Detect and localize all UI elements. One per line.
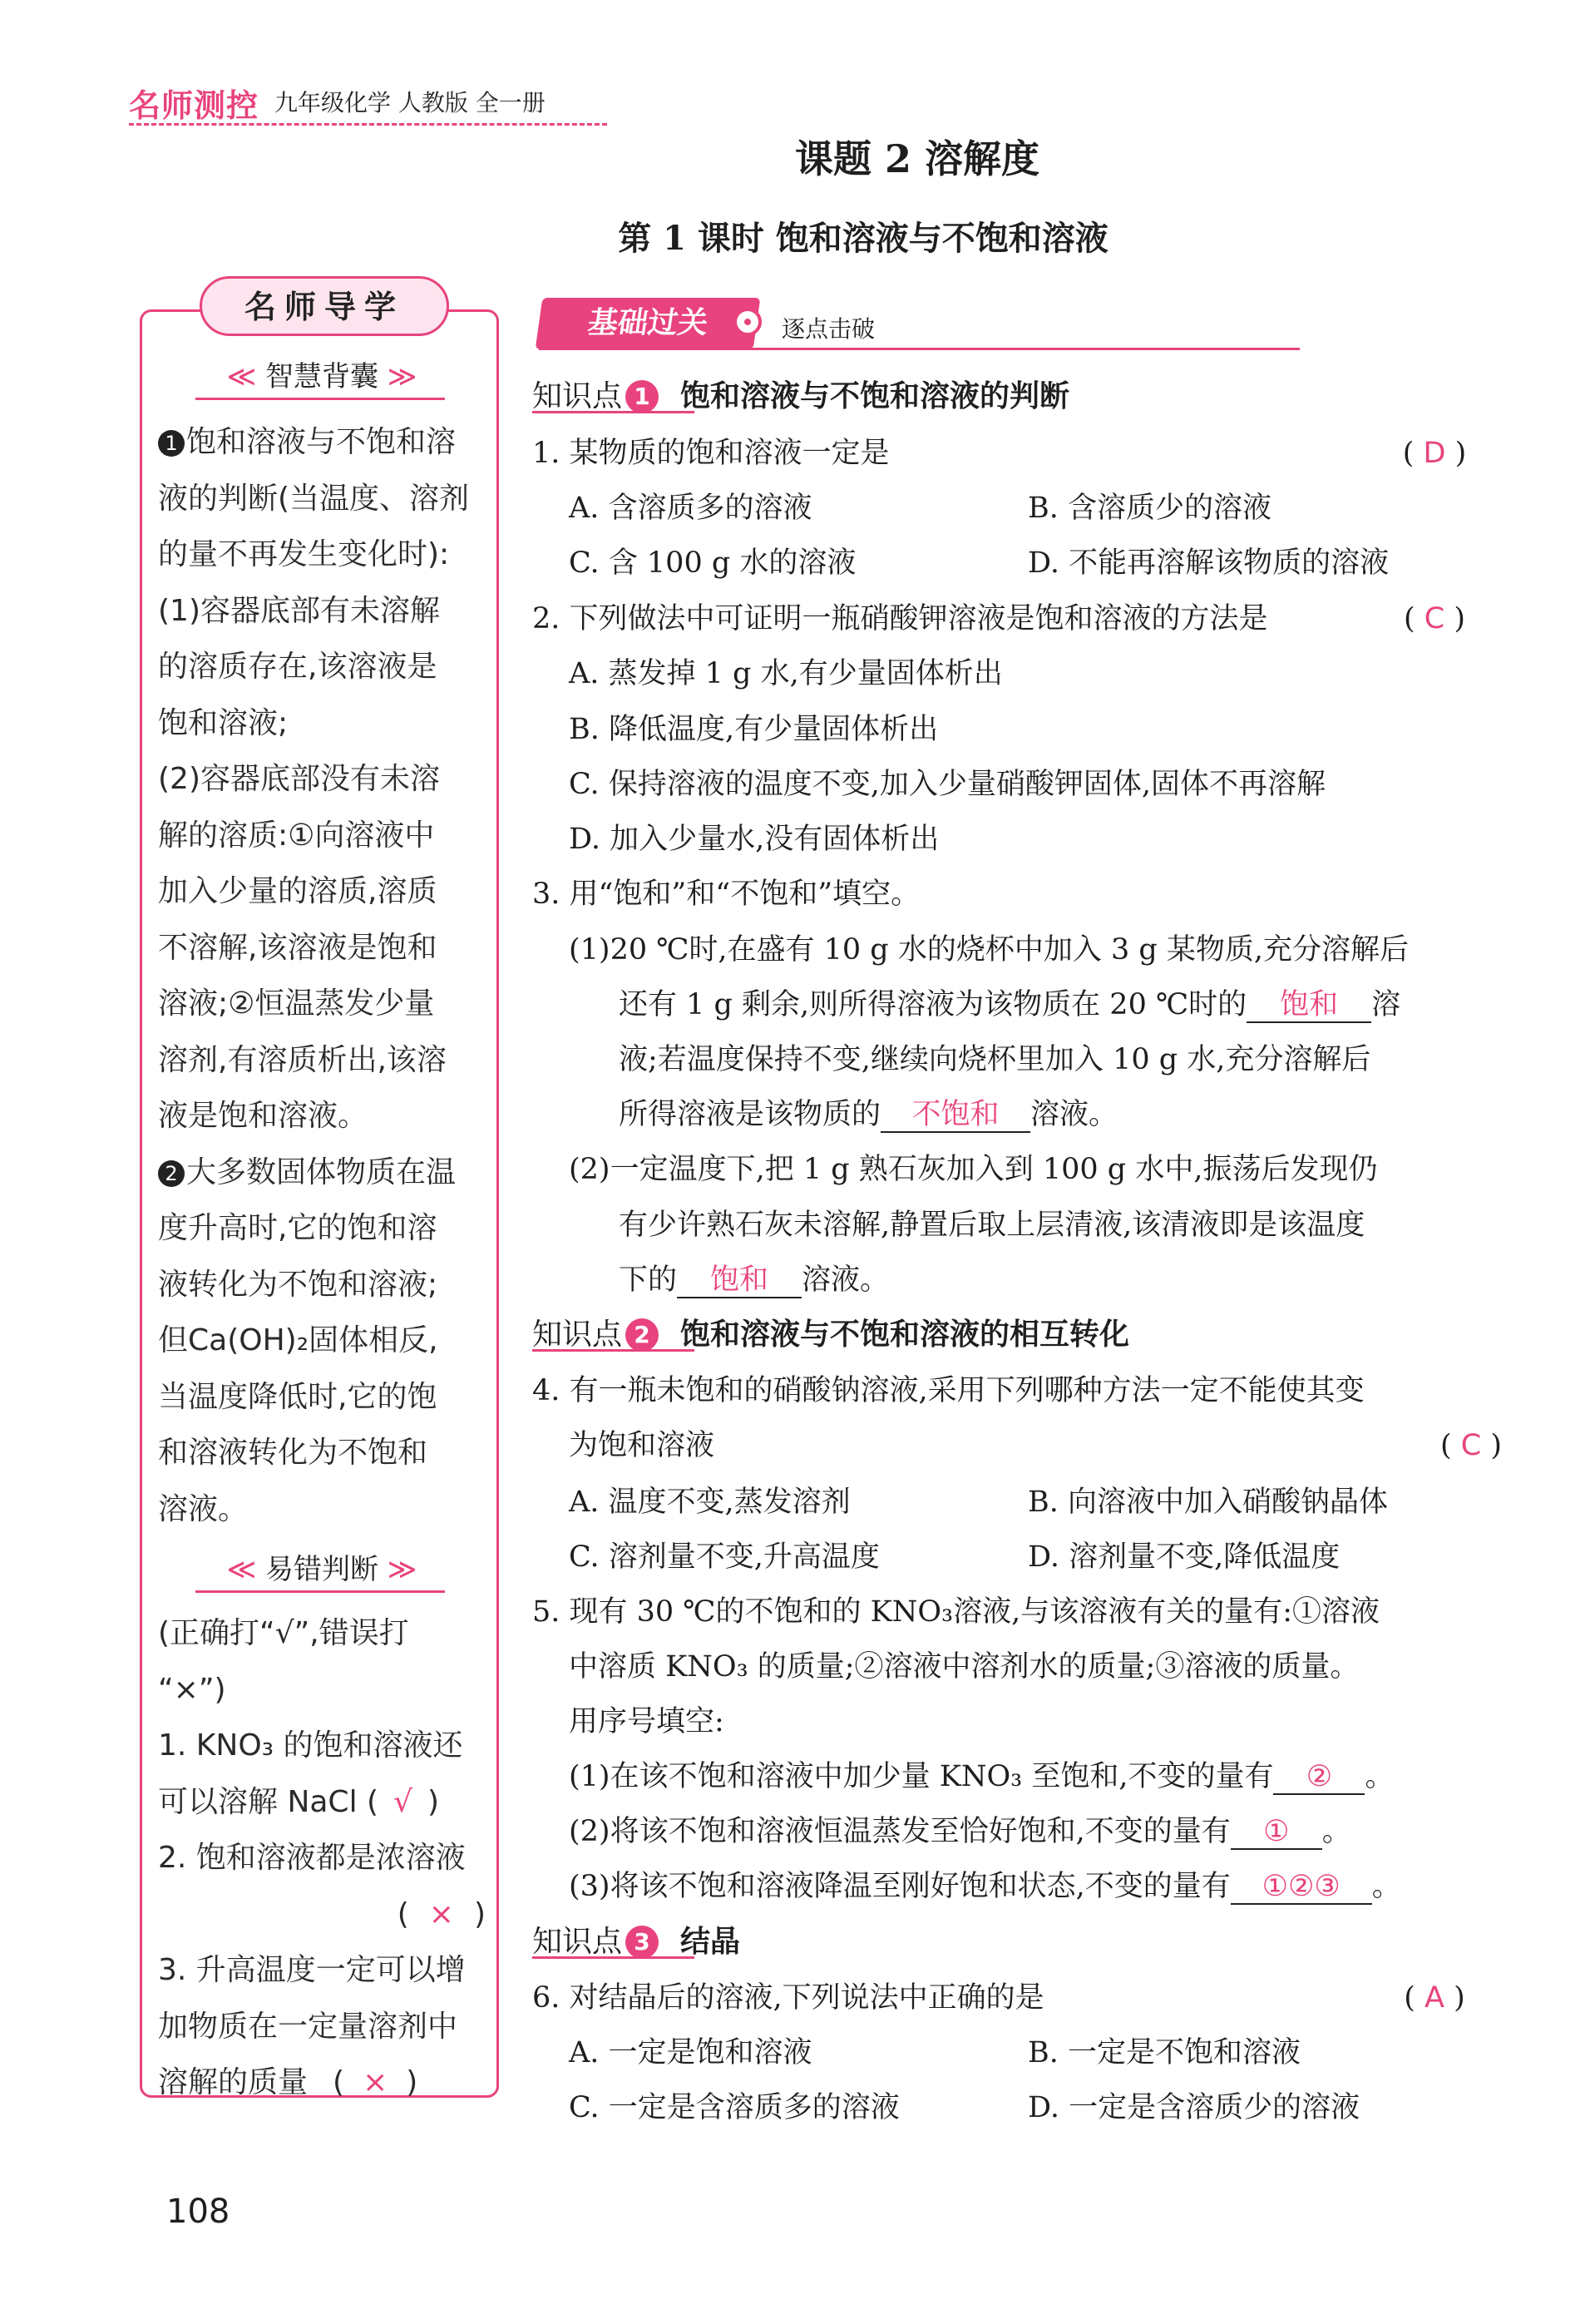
sidebar-tag: 名师导学 (200, 276, 449, 336)
sidebar-subtitle-1: ≪ 智慧背囊 ≫ (226, 360, 417, 393)
q5-stem-2: 中溶质 KNO₃ 的质量;②溶液中溶剂水的质量;③溶液的质量。 (569, 1650, 1360, 1684)
q5-part2: (2)将该不饱和溶液恒温蒸发至恰好饱和,不变的量有 ① 。 (569, 1815, 1351, 1848)
subtitle-underline-1 (195, 398, 445, 400)
section-label: 基础过关 (536, 298, 761, 349)
kp-underline-2 (532, 1349, 694, 1352)
q2-option-b: B. 降低温度,有少量固体析出 (569, 713, 939, 746)
q4-options-cd: C. 溶剂量不变,升高温度 D. 溶剂量不变,降低温度 (569, 1540, 1341, 1574)
book-info: 九年级化学 人教版 全一册 (274, 89, 546, 116)
target-icon (733, 308, 762, 336)
q3-stem: 3. 用“饱和”和“不饱和”填空。 (532, 878, 921, 911)
sidebar-judge: (正确打“√”,错误打 “×”) 1. KNO₃ 的饱和溶液还 可以溶解 NaCl ( √ ) 2. 饱和溶液都是浓溶液 ( × ) 3. 升高温度一定可以增 加物质在一定量溶剂中 溶解的质量 ( × ) (158, 1616, 486, 2099)
q1-stem: 1. 某物质的饱和溶液一定是 ( D ) (532, 437, 1467, 470)
q2-option-a: A. 蒸发掉 1 g 水,有少量固体析出 (569, 657, 1003, 690)
subtitle-underline-2 (195, 1590, 445, 1593)
number-1-icon: 1 (158, 430, 185, 457)
section-sub: 逐点击破 (782, 315, 876, 343)
q6-options-cd: C. 一定是含溶质多的溶液 D. 一定是含溶质少的溶液 (569, 2091, 1360, 2124)
kp-underline-3 (532, 1956, 694, 1959)
q3-part1-line1: (1)20 ℃时,在盛有 10 g 水的烧杯中加入 3 g 某物质,充分溶解后 (569, 933, 1410, 967)
sidebar-subtitle-2: ≪ 易错判断 ≫ (226, 1553, 417, 1586)
q5-part1: (1)在该不饱和溶液中加少量 KNO₃ 至饱和,不变的量有 ② 。 (569, 1760, 1395, 1793)
knowledge-point-2: 知识点 2 饱和溶液与不饱和溶液的相互转化 (532, 1318, 1130, 1352)
q3-part1-line3: 液;若温度保持不变,继续向烧杯里加入 10 g 水,充分溶解后 (619, 1043, 1371, 1076)
q4-stem-2: 为饱和溶液 ( C ) (569, 1429, 1502, 1462)
q5-part3: (3)将该不饱和溶液降温至刚好饱和状态,不变的量有 ①②③ 。 (569, 1870, 1401, 1903)
q4-options-ab: A. 温度不变,蒸发溶剂 B. 向溶液中加入硝酸钠晶体 (569, 1486, 1388, 1519)
sidebar-tip-1: 1 饱和溶液与不饱和溶 液的判断(当温度、溶剂 的量不再发生变化时): (1)容器底部有未溶解 的溶质存在,该溶液是 饱和溶液; (2)容器底部没有未溶 解的溶质:①向溶液中 加入少量的溶质,溶质 不溶解,该溶液是饱和 溶液;②恒温蒸发少量 溶剂,有溶质析出,该溶 液是饱和溶液。 2 大多数固体物质在温 度升高时,它的饱和溶 液转化为不饱和溶液; 但Ca(OH)₂固体相反, 当温度降低时,它的饱 和溶液转化为不饱和 溶液。 (158, 425, 470, 1526)
q1-options-cd: C. 含 100 g 水的溶液 D. 不能再溶解该物质的溶液 (569, 546, 1390, 580)
q2-option-d: D. 加入少量水,没有固体析出 (569, 823, 940, 856)
header-divider (129, 123, 607, 126)
q3-part1-line4: 所得溶液是该物质的 不饱和 溶液。 (619, 1098, 1118, 1131)
kp-underline-1 (532, 411, 694, 413)
q6-options-ab: A. 一定是饱和溶液 B. 一定是不饱和溶液 (569, 2036, 1301, 2069)
q5-stem-1: 5. 现有 30 ℃的不饱和的 KNO₃溶液,与该溶液有关的量有:①溶液 (532, 1595, 1380, 1629)
q5-stem-3: 用序号填空: (569, 1705, 724, 1738)
section-underline (539, 348, 1300, 350)
lesson-title: 课题 2 溶解度 (794, 136, 1040, 181)
brand-logo: 名师测控 (129, 87, 259, 124)
q3-part1-line2: 还有 1 g 剩余,则所得溶液为该物质在 20 ℃时的 饱和 溶 (619, 988, 1401, 1021)
page-number: 108 (166, 2193, 230, 2231)
q4-stem-1: 4. 有一瓶未饱和的硝酸钠溶液,采用下列哪种方法一定不能使其变 (532, 1374, 1365, 1407)
period-title: 第 1 课时 饱和溶液与不饱和溶液 (618, 219, 1109, 258)
q3-part2-line1: (2)一定温度下,把 1 g 熟石灰加入到 100 g 水中,振荡后发现仍 (569, 1153, 1378, 1186)
q3-part2-line2: 有少许熟石灰未溶解,静置后取上层清液,该清液即是该温度 (619, 1209, 1365, 1242)
q1-options-ab: A. 含溶质多的溶液 B. 含溶质少的溶液 (569, 492, 1271, 525)
number-2-icon: 2 (158, 1160, 185, 1187)
q6-stem: 6. 对结晶后的溶液,下列说法中正确的是 ( A ) (532, 1981, 1465, 2015)
q3-part2-line3: 下的 饱和 溶液。 (619, 1263, 890, 1297)
knowledge-point-1: 知识点 1 饱和溶液与不饱和溶液的判断 (532, 379, 1070, 413)
q2-stem: 2. 下列做法中可证明一瓶硝酸钾溶液是饱和溶液的方法是 ( C ) (532, 602, 1465, 635)
knowledge-point-3: 知识点 3 结晶 (532, 1925, 741, 1959)
q2-option-c: C. 保持溶液的温度不变,加入少量硝酸钾固体,固体不再溶解 (569, 768, 1326, 801)
